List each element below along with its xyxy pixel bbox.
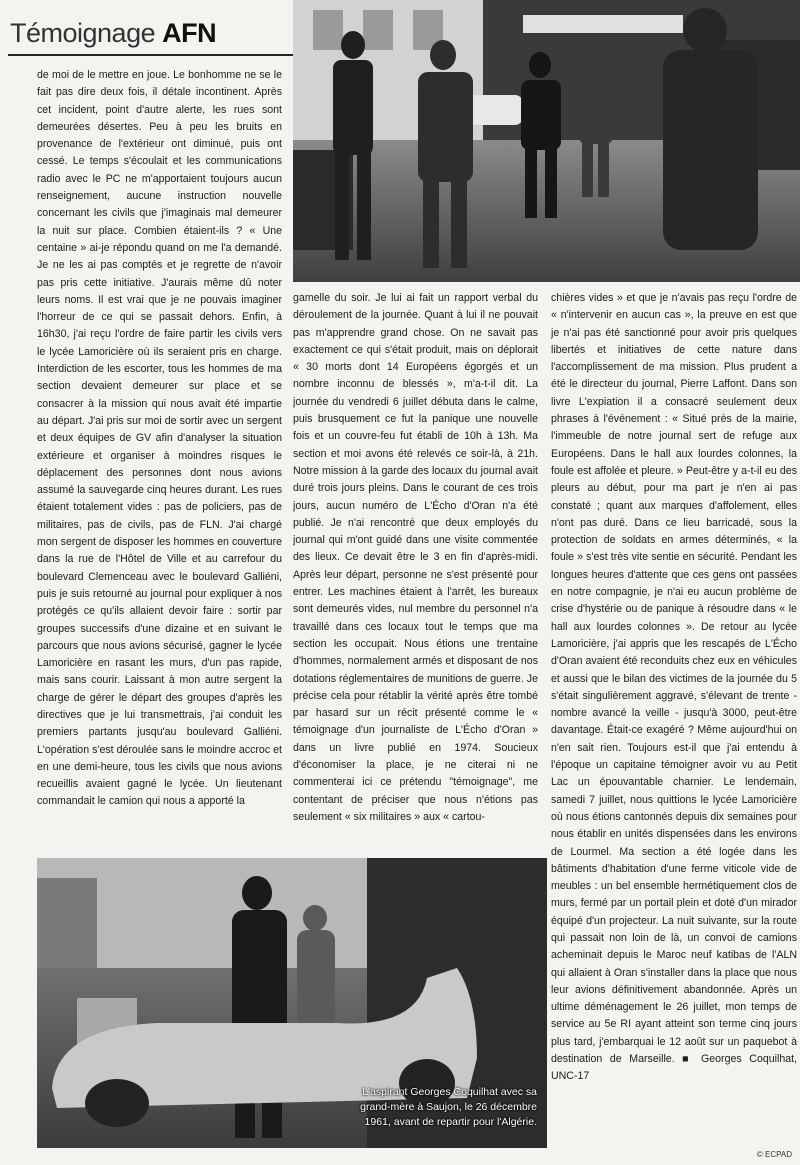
article-column-3-text: chières vides » et que je n'avais pas reçu l'ordre de « n'intervenir en aucun cas », la preuve en est que je n'ai pas été sanctionné pour avoir pris quelques libertés et initiatives de cette nature dans l'accomplissement de ma mission. Plus prudent a été le directeur du journal, Pierre Laffont. Dans son livre L'expiation il a consacré seulement deux phrases à l'événement : « Situé près de la mairie, l'immeuble de notre journal sert de refuge aux Européens. Dans le hall aux lourdes colonnes, la foule est affolée et pleure. » Peut-être y a-t-il eu des pleurs au début, pour ma part je n'en ai pas constaté ; quant aux marques d'affolement, elles n'ont pas duré. Dans ce lieu barricadé, sous la protection de soldats en armes déterminés, « la foule » s'est très vite sentie en sécurité. Pendant les longues heures d'attente que ces gens ont passées en notre compagnie, je n'ai eu aucun problème de crise d'hystérie ou de panique à résoudre dans « le hall aux lourdes colonnes ». De retour au lycée Lamoricière, j'ai appris que les rescapés de L'Écho d'Oran avaient été reconduits chez eux en véhicules et aussi que le bilan des victimes de la journée du 5 s'était singulièrement aggravé, s'élevant de trente - nombre avancé la veille - jusqu'à 3000, peut-être davantage. Était-ce exagéré ? Même aujourd'hui on n'en sait rien. Toujours est-il que j'ai entendu à l'époque un capitaine témoigner avoir vu au Petit Lac un épouvantable charnier. Le lendemain, samedi 7 juillet, nous quittions le lycée Lamoricière où nous étions cantonnés depuis dix semaines pour nous établir en unités dispensées dans les environs de Lourmel. Ma section a été logée dans les bâtiments d'habitation d'une ferme viticole vide de meubles : un bel ensemble hermétiquement clos de murs, fermé par un portail plein et doté d'un mirador équipé d'un projecteur. La nuit suivante, sur la route qui passait non loin de là, un convoi de camions acheminait depuis le Maroc neuf katibas de l'ALN qui allaient à Oran s'installer dans la place que nous leur avions définitivement abandonnée. Après un ultime déménagement le 26 juillet, mon temps de service au 5e RI ayant atteint son terme cinq jours plus tard, j'embarquai le 12 août sur un paquebot à destination de Marseille. ■ Georges Coquilhat, UNC-17 xyxy=(551,292,797,1083)
section-title-strong: AFN xyxy=(162,18,217,48)
section-title-light: Témoignage xyxy=(10,18,163,48)
article-column-1 xyxy=(37,67,282,857)
street-scene-soldiers-photo-graphic xyxy=(293,0,800,282)
article-column-2 xyxy=(293,290,538,855)
section-header xyxy=(8,8,293,56)
article-column-3 xyxy=(551,290,797,1140)
article-column-1-text: de moi de le mettre en joue. Le bonhomme ne se le fait pas dire deux fois, il détale incontinent. Après cet incident, point d'autre alerte, les rues sont demeurées désertes. Peu à peu les bruits en provenance de l'extérieur ont diminué, puis ont cessé. Le temps s'écoulait et les communications radio avec le PC ne m'apportaient toujours aucun renseignement, aucune instruction nouvelle concernant les civils que j'imaginais mal demeurer la nuit sur place. Combien étaient-ils ? « Une centaine » ai-je répondu quand on me l'a demandé. Je ne les ai pas comptés et je regrette de n'avoir pas pris cette initiative. J'aurais même dû noter leurs noms. Il est vrai que je ne pouvais imaginer l'horreur de ce qui se passait dehors. Enfin, à 16h30, j'ai reçu l'ordre de faire partir les civils vers le lycée Lamoricière où ils seraient pris en charge. Interdiction de les escorter, tous les hommes de ma section devaient demeurer sur place et se consacrer à la mission qui nous avait été impartie au départ. J'ai pris sur moi de sortir avec un sergent et deux équipes de GV afin d'analyser la situation extérieure et organiser à moindres risques le déplacement des personnes dont nous avions assumé la sauvegarde cinq heures durant. Les rues étaient totalement vides : pas de policiers, pas de militaires, pas de civils, pas de FLN. J'ai chargé mon sergent de disposer les hommes en couverture dans la rue de l'Hôtel de Ville et au carrefour du boulevard Clemenceau avec le boulevard Galliéni, puis je suis retourné au journal pour expliquer à nos protégés ce qu'ils allaient devoir faire : sortir par groupes successifs d'une dizaine et en suivant le parcours que nous avions sécurisé, gagner le lycée Lamoricière en rasant les murs, d'un pas rapide, mais sans courir. Laissant à mon autre sergent la charge de gérer le départ des groupes d'après les directives que je lui transmettrais, j'ai conduit les premiers partants jusqu'au boulevard Galliéni. L'opération s'est déroulée sans le moindre accroc et en une demi-heure, tous les civils que nous avions recueillis avaient gagné le lycée. Un lieutenant commandait le camion qui nous a apporté la xyxy=(37,69,282,808)
street-scene-soldiers-photo xyxy=(293,0,800,282)
section-title xyxy=(10,18,216,49)
photo-credit: © ECPAD xyxy=(756,1150,792,1159)
man-with-grandmother-car-photo xyxy=(37,858,547,1148)
photo-caption: L'aspirant Georges Coquilhat avec sa grand-mère à Saujon, le 26 décembre 1961, avant de repartir pour l'Algérie. xyxy=(360,1086,537,1128)
article-column-2-text: gamelle du soir. Je lui ai fait un rapport verbal du déroulement de la journée. Quant à lui il ne pouvait pas m'apprendre grand chose. On ne savait pas exactement ce qui s'était produit, mais on déplorait « 30 morts dont 14 Européens égorgés et un nombre inconnu de blessés », m'a-t-il dit. La journée du vendredi 6 juillet débuta dans le calme, puis brusquement ce fut la panique une nouvelle fois et un couvre-feu fut établi de 10h à 13h. Ma section et moi avons été relevés ce soir-là, à 21h. Notre mission à la garde des locaux du journal avait duré trois jours pleins. Dans le courant de ces trois jours, aucun numéro de L'Écho d'Oran n'a été publié. Je n'ai rencontré que deux employés du journal qui m'ont guidé dans une visite commentée des lieux. Ce devait être le 3 en fin d'après-midi. Après leur départ, personne ne s'est présenté pour entrer. Les machines étaient à l'arrêt, les bureaux sont demeurés vides, nul membre du personnel n'a travaillé dans ces locaux tout le temps que ma section les occupait. Nous étions une trentaine d'hommes, normalement armés et disposant de nos dotations réglementaires de munitions de guerre. Je précise cela pour rétablir la vérité après être tombé par hasard sur un récit présenté comme le « témoignage d'un journaliste de L'Écho d'Oran » dans un livre publié en 1974. Soucieux d'économiser la place, je ne citerai ni ne commenterai ici ce prétendu "témoignage", me contentant de préciser que nous n'étions pas seulement « six militaires » aux « cartou- xyxy=(293,292,538,823)
